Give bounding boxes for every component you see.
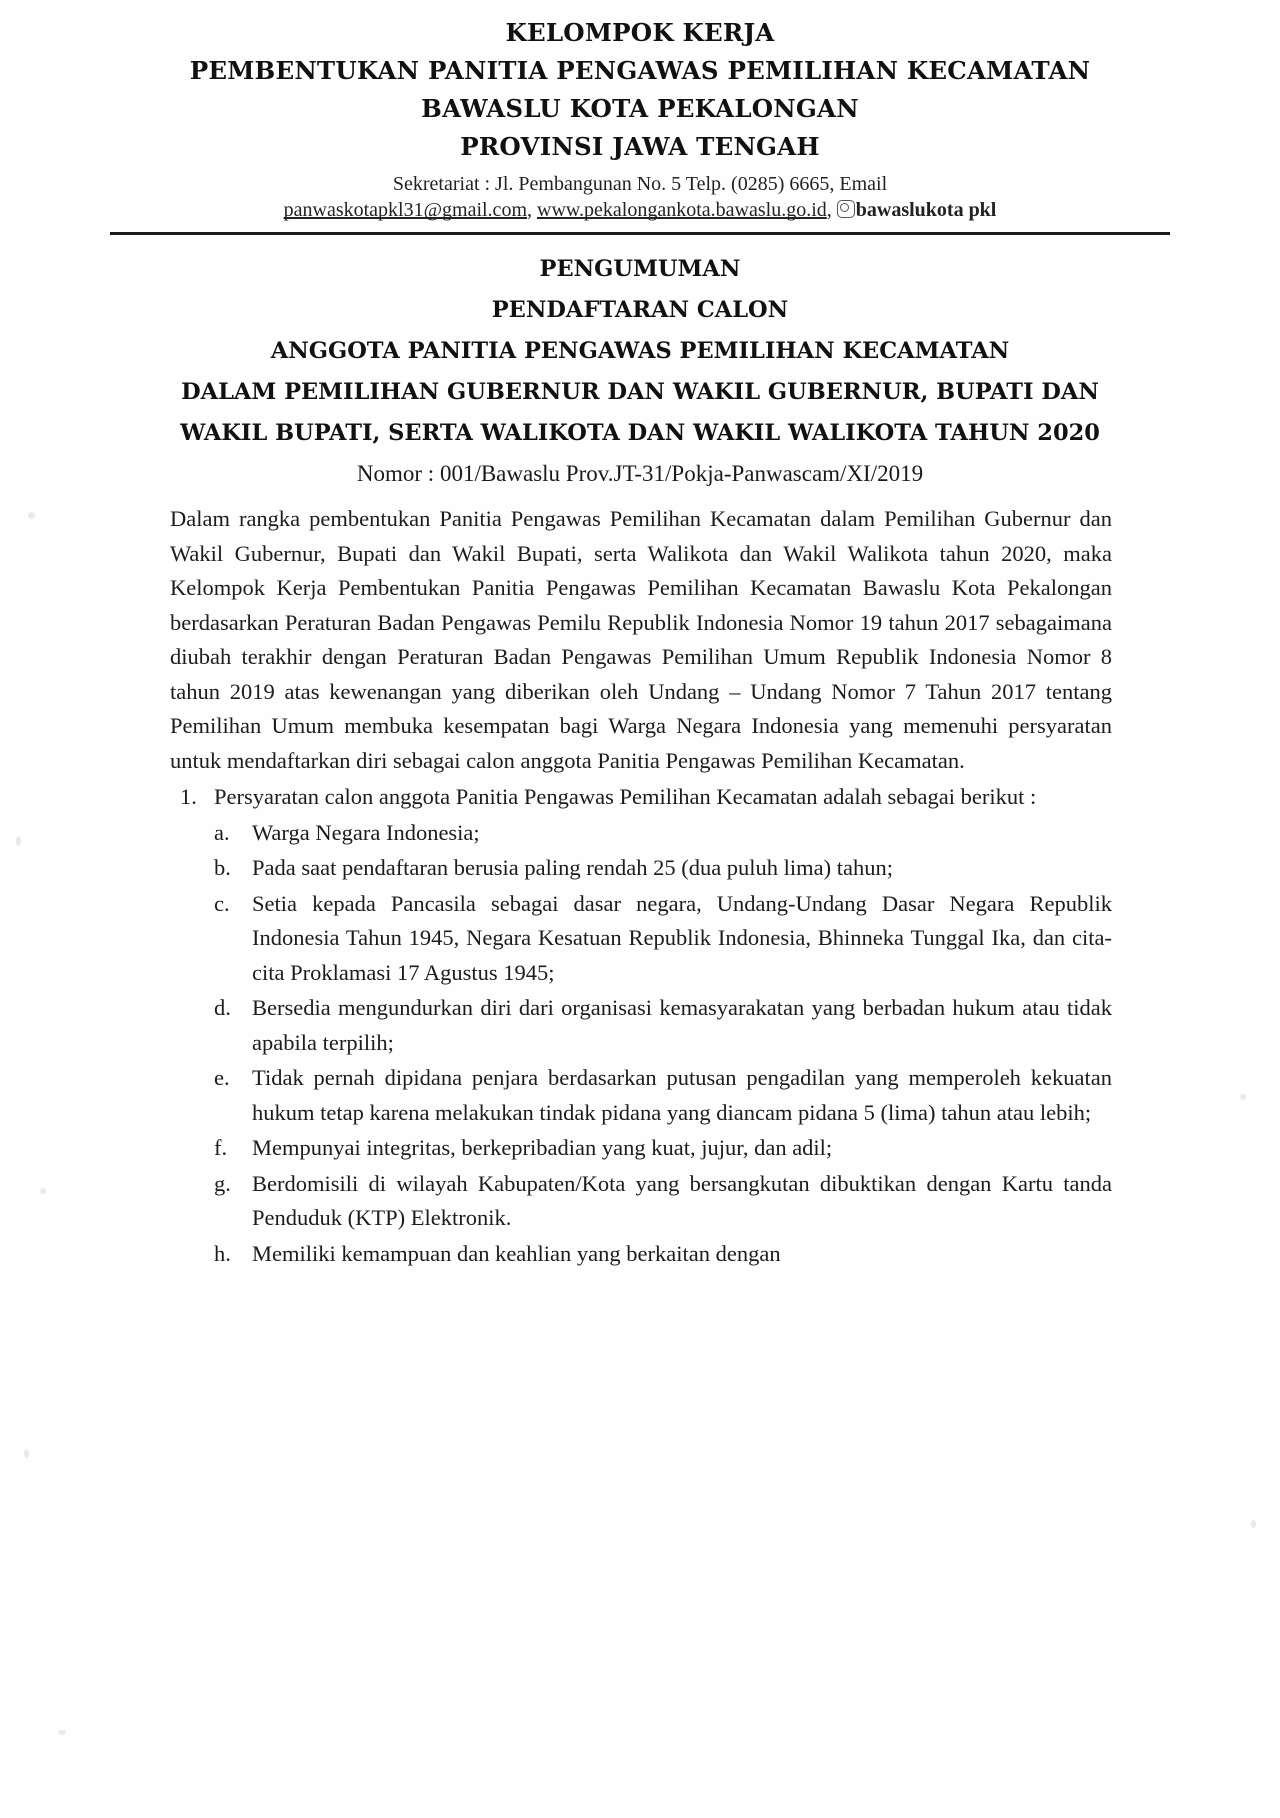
list-item: [214, 991, 1112, 1060]
sublist-item-marker: b.: [214, 855, 231, 880]
contact-email[interactable]: panwaskotapkl31@gmail.com: [283, 199, 527, 221]
sublist-item-text: Tidak pernah dipidana penjara berdasarkan putusan pengadilan yang memperoleh kekuatan hukum tetap karena melakukan tindak pidana yang diancam pidana 5 (lima) tahun atau lebih;: [252, 1065, 1112, 1125]
letterhead-divider: [110, 232, 1170, 235]
list-item: [214, 887, 1112, 991]
title-block: [0, 249, 1280, 494]
list-item: [214, 816, 1112, 851]
requirements-list: [170, 780, 1112, 1271]
sublist-item-marker: g.: [214, 1170, 231, 1196]
sublist-item-marker: f.: [214, 1135, 228, 1160]
sublist-item-text: Pada saat pendaftaran berusia paling rendah 25 (dua puluh lima) tahun;: [252, 855, 894, 880]
sublist-item-text: Mempunyai integritas, berkepribadian yang kuat, jujur, dan adil;: [252, 1135, 833, 1160]
contact-block: [0, 171, 1280, 223]
sublist-item-marker: e.: [214, 1065, 230, 1090]
org-kelompok-kerja: KELOMPOK KERJA: [505, 18, 775, 47]
scan-speckle: [28, 512, 35, 519]
org-provinsi: PROVINSI JAWA TENGAH: [460, 132, 820, 161]
title-pengumuman: PENGUMUMAN: [539, 256, 741, 282]
scan-speckle: [1240, 1094, 1246, 1100]
contact-website[interactable]: www.pekalongankota.bawaslu.go.id: [537, 199, 827, 221]
sublist-item-marker: a.: [214, 819, 230, 845]
scan-speckle: [40, 1188, 46, 1194]
contact-separator-2: ,: [826, 199, 837, 221]
contact-instagram: bawaslukota pkl: [855, 199, 997, 221]
document-number: Nomor : 001/Bawaslu Prov.JT-31/Pokja-Panwascam/XI/2019: [356, 461, 924, 486]
list-item-text: Persyaratan calon anggota Panitia Pengawas Pemilihan Kecamatan adalah sebagai berikut :: [214, 784, 1037, 809]
list-item-marker: 1.: [180, 784, 197, 809]
sublist-item-marker: h.: [214, 1240, 231, 1266]
scan-speckle: [58, 1730, 66, 1735]
list-item: [214, 1167, 1112, 1236]
sublist-item-text: Berdomisili di wilayah Kabupaten/Kota yang bersangkutan dibuktikan dengan Kartu tanda Penduduk (KTP) Elektronik.: [252, 1170, 1112, 1230]
contact-address-line: Sekretariat : Jl. Pembangunan No. 5 Telp. (0285) 6665, Email: [392, 173, 888, 195]
title-wakil-bupati-walikota: WAKIL BUPATI, SERTA WALIKOTA DAN WAKIL WALIKOTA TAHUN 2020: [180, 420, 1100, 446]
title-pemilihan-gubernur: DALAM PEMILIHAN GUBERNUR DAN WAKIL GUBERNUR, BUPATI DAN: [181, 379, 1099, 405]
title-pendaftaran-calon: PENDAFTARAN CALON: [491, 297, 789, 323]
sublist-item-marker: c.: [214, 890, 230, 916]
sublist-item-marker: d.: [214, 995, 231, 1020]
list-item: [214, 1061, 1112, 1130]
sublist-item-text: Bersedia mengundurkan diri dari organisasi kemasyarakatan yang berbadan hukum atau tidak apabila terpilih;: [252, 995, 1112, 1055]
org-pembentukan-panwascam: PEMBENTUKAN PANITIA PENGAWAS PEMILIHAN KECAMATAN: [189, 56, 1091, 85]
list-item: [214, 851, 1112, 886]
document-body: [170, 502, 1112, 1271]
sublist-item-text: Setia kepada Pancasila sebagai dasar negara, Undang-Undang Dasar Negara Republik Indonesia Tahun 1945, Negara Kesatuan Republik Indonesia, Bhinneka Tunggal Ika, dan cita-cita Proklamasi 17 Agustus 1945;: [252, 890, 1112, 985]
scan-speckle: [16, 836, 21, 846]
contact-separator-1: ,: [527, 199, 537, 221]
sublist-item-text: Memiliki kemampuan dan keahlian yang berkaitan dengan: [252, 1240, 781, 1266]
instagram-icon: [837, 200, 855, 218]
list-item: [214, 1131, 1112, 1166]
scan-speckle: [1251, 1520, 1256, 1528]
org-bawaslu-kota: BAWASLU KOTA PEKALONGAN: [421, 94, 859, 123]
requirements-sublist: [214, 816, 1112, 1272]
sublist-item-text: Warga Negara Indonesia;: [252, 819, 480, 845]
title-anggota-panwascam: ANGGOTA PANITIA PENGAWAS PEMILIHAN KECAMATAN: [270, 338, 1010, 364]
list-item: [214, 1237, 1112, 1272]
list-item: [170, 780, 1112, 1271]
letterhead: [0, 0, 1280, 235]
scan-speckle: [24, 1449, 29, 1458]
intro-paragraph: Dalam rangka pembentukan Panitia Pengawas Pemilihan Kecamatan dalam Pemilihan Gubernur dan Wakil Gubernur, Bupati dan Wakil Bupati, serta Walikota dan Wakil Walikota tahun 2020, maka Kelompok Kerja Pembentukan Panitia Pengawas Pemilihan Kecamatan Bawaslu Kota Pekalongan berdasarkan Peraturan Badan Pengawas Pemilu Republik Indonesia Nomor 19 tahun 2017 sebagaimana diubah terakhir dengan Peraturan Badan Pengawas Pemilihan Umum Republik Indonesia Nomor 8 tahun 2019 atas kewenangan yang diberikan oleh Undang – Undang Nomor 7 Tahun 2017 tentang Pemilihan Umum membuka kesempatan bagi Warga Negara Indonesia yang memenuhi persyaratan untuk mendaftarkan diri sebagai calon anggota Panitia Pengawas Pemilihan Kecamatan.: [170, 506, 1112, 773]
contact-links-line: [0, 197, 1280, 223]
